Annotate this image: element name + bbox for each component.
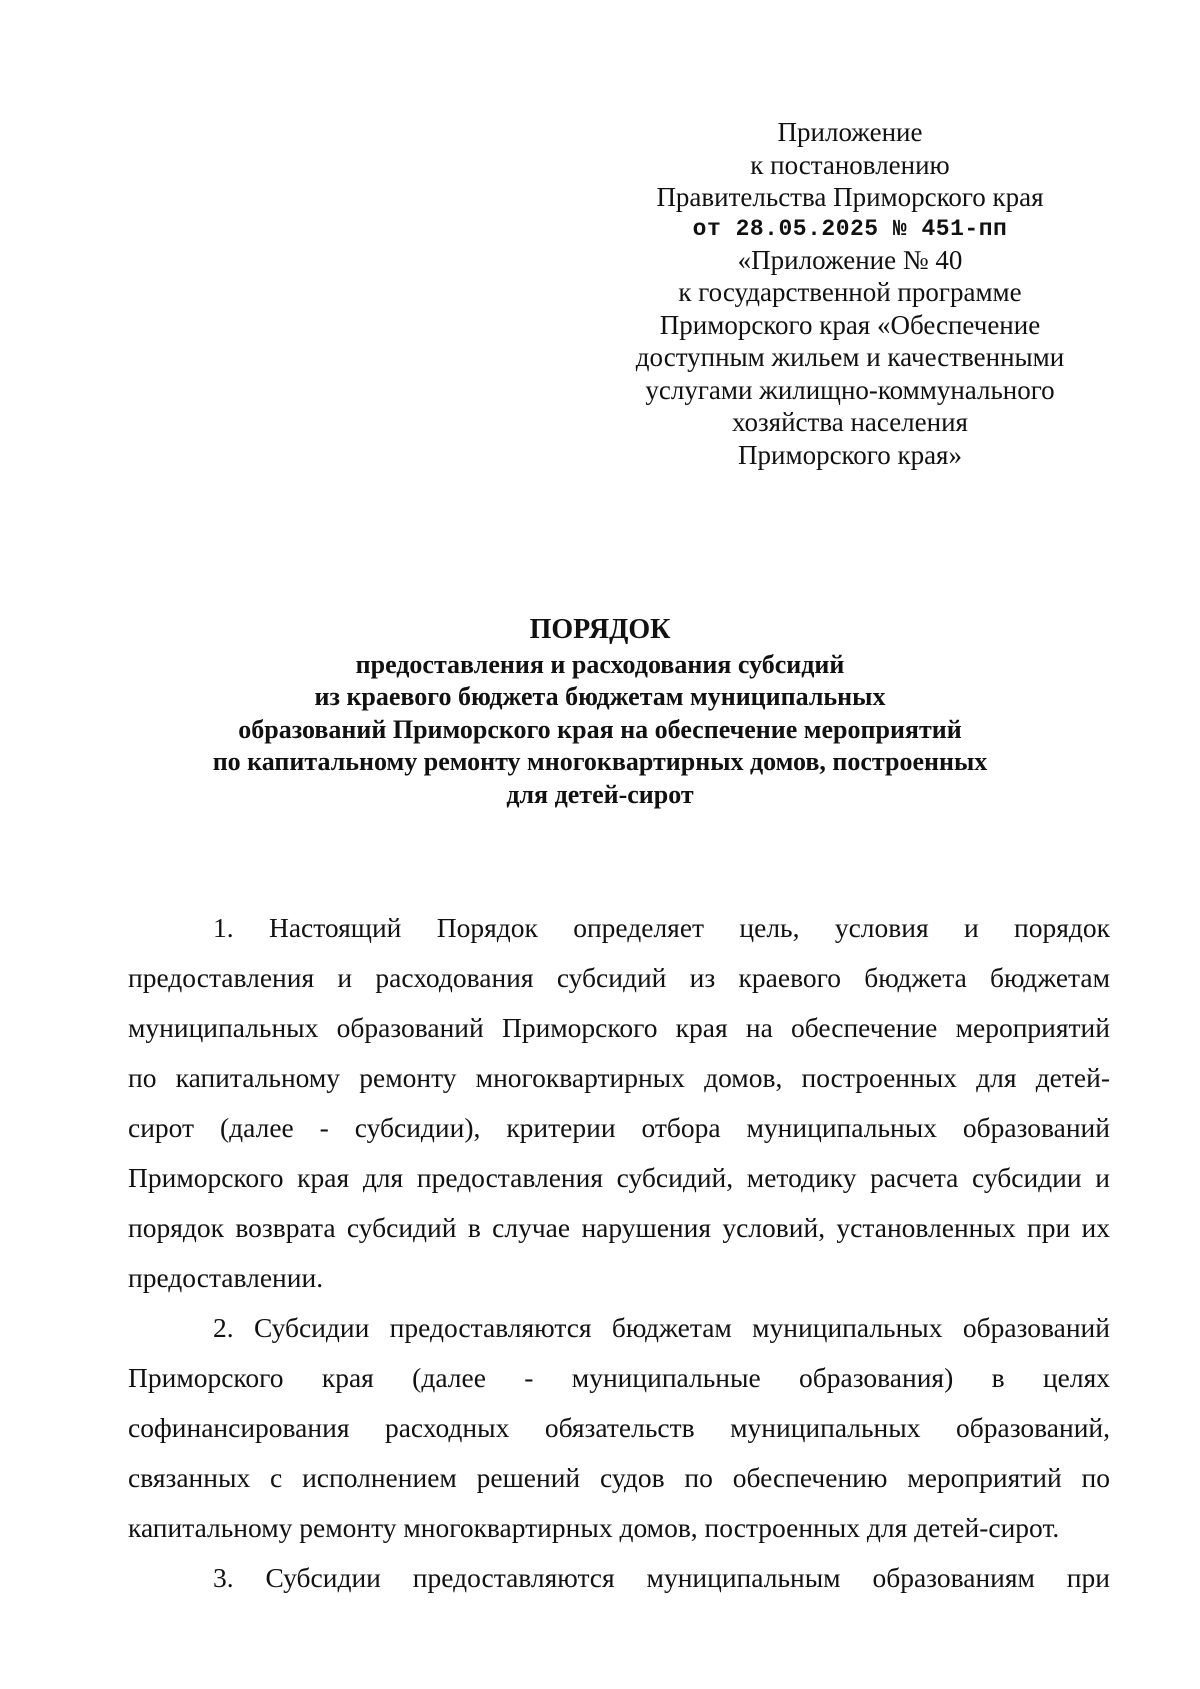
- appendix-program-line-1: к государственной программе: [678, 277, 1022, 307]
- appendix-to-resolution: к постановлению: [750, 149, 950, 180]
- appendix-program-line-2: Приморского края «Обеспечение: [659, 309, 1041, 340]
- title-line-5: для детей-сирот: [506, 779, 694, 809]
- appendix-header: [590, 116, 1110, 471]
- paragraph-line: сирот (далее - субсидии), критерии отбора муниципальных образований: [128, 1112, 1110, 1143]
- resolution-date-number: от 28.05.2025 № 451-пп: [692, 215, 1008, 242]
- document-title: [120, 614, 1080, 811]
- paragraph-2: [128, 1303, 1110, 1553]
- paragraph-line: 3. Субсидии предоставляются муниципальным образованиям при: [213, 1562, 1110, 1593]
- title-line-1: предоставления и расходования субсидий: [355, 649, 845, 679]
- paragraph-line: 2. Субсидии предоставляются бюджетам муниципальных образований: [213, 1312, 1110, 1343]
- paragraph-line: связанных с исполнением решений судов по обеспечению мероприятий по: [128, 1462, 1110, 1493]
- paragraph-line: порядок возврата субсидий в случае нарушения условий, установленных при их: [128, 1212, 1110, 1243]
- appendix-label: Приложение: [777, 117, 923, 147]
- title-line-2: из краевого бюджета бюджетам муниципальных: [314, 682, 886, 711]
- paragraph-line: Приморского края для предоставления субсидий, методику расчета субсидии и: [128, 1162, 1110, 1193]
- paragraph-line: по капитальному ремонту многоквартирных домов, построенных для детей-: [128, 1062, 1110, 1093]
- title-line-4: по капитальному ремонту многоквартирных домов, построенных: [212, 747, 988, 776]
- title-heading: ПОРЯДОК: [529, 614, 671, 645]
- appendix-number: «Приложение № 40: [737, 244, 963, 275]
- paragraph-line: предоставлении.: [128, 1262, 324, 1293]
- paragraph-line: софинансирования расходных обязательств муниципальных образований,: [128, 1412, 1110, 1443]
- paragraph-1: [128, 903, 1110, 1303]
- paragraph-line: Приморского края (далее - муниципальные образования) в целях: [128, 1362, 1110, 1393]
- paragraph-3: [128, 1553, 1110, 1603]
- appendix-program-line-5: хозяйства населения: [732, 407, 968, 437]
- paragraph-line: капитальному ремонту многоквартирных домов, построенных для детей-сирот.: [128, 1512, 1060, 1543]
- paragraph-line: 1. Настоящий Порядок определяет цель, условия и порядок: [213, 912, 1110, 943]
- paragraph-line: предоставления и расходования субсидий из краевого бюджета бюджетам: [128, 962, 1110, 993]
- appendix-program-line-3: доступным жильем и качественными: [635, 342, 1065, 372]
- appendix-program-line-4: услугами жилищно-коммунального: [645, 374, 1055, 405]
- paragraph-line: муниципальных образований Приморского края на обеспечение мероприятий: [128, 1012, 1110, 1043]
- document-body: [128, 903, 1110, 1603]
- title-line-3: образований Приморского края на обеспечение мероприятий: [238, 714, 962, 744]
- appendix-program-line-6: Приморского края»: [738, 439, 962, 470]
- appendix-government: Правительства Приморского края: [656, 182, 1044, 212]
